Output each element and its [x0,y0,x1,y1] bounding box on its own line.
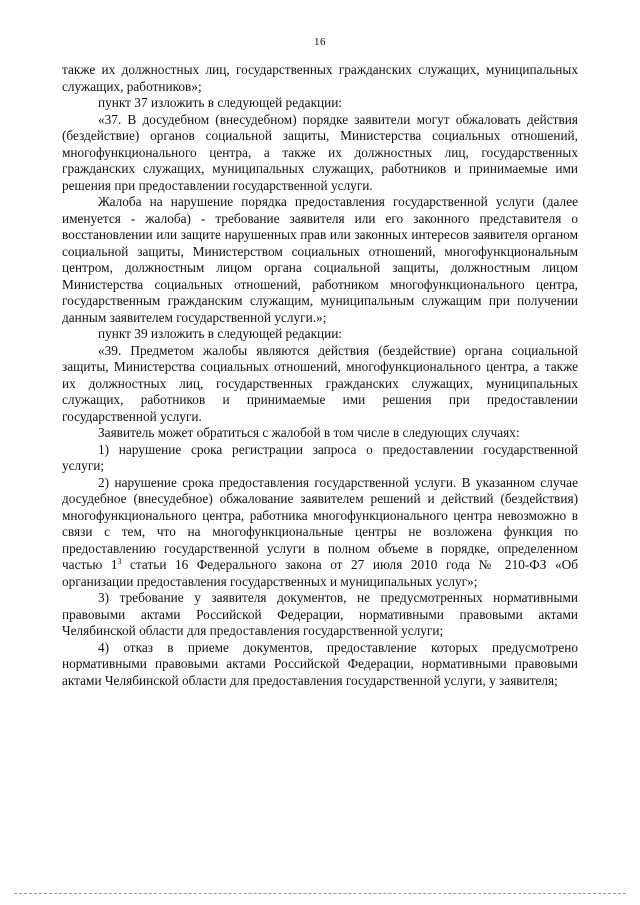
document-body [62,62,578,689]
list-item: 4) отказ в приеме документов, предоставление которых предусмотрено нормативными правовыми актами Российской Федерации, нормативными правовыми актами Челябинской области для предоставления государственной услуги, у заявителя; [62,639,578,688]
list-item: 1) нарушение срока регистрации запроса о предоставлении государственной услуги; [62,441,578,473]
page-number: 16 [314,36,326,48]
paragraph: также их должностных лиц, государственных гражданских служащих, муниципальных служащих, работников»; [62,62,578,94]
scan-edge-line [14,893,626,894]
list-item-text: статьи 16 Федерального закона от 27 июля 2010 года № 210-ФЗ «Об организации предоставления государственных и муниципальных услуг»; [62,557,578,589]
paragraph: пункт 37 изложить в следующей редакции: [98,95,343,110]
list-item: 3) требование у заявителя документов, не предусмотренных нормативными правовыми актами Российской Федерации, нормативными правовыми актами Челябинской области для предоставления государственной услуги; [62,590,578,638]
paragraph: Жалоба на нарушение порядка предоставления государственной услуги (далее именуется - жалоба) - требование заявителя или его законного представителя о восстановлении или защите нарушенных прав или законных интересов заявителя органом социальной защиты, Министерством социальных отношений, многофункциональным центром, должностным лицом органа социальной защиты, должностным лицом Министерства социальных отношений, работником многофункционального центра, государственным гражданским служащим, муниципальным служащим при получении данным заявителем государственной услуги.»; [62,194,578,325]
list-item-text: 2) нарушение срока предоставления государственной услуги. В указанном случае досудебное (внесудебное) обжалование заявителем решений и действий (бездействия) многофункционального центра, работника многофункционального центра невозможно в связи с тем, что на многофункциональные центры не возложена функция по предоставлению государственной услуги в полном объеме в порядке, определенном частью 1 [62,474,578,572]
paragraph: «39. Предметом жалобы являются действия (бездействие) органа социальной защиты, Министерства социальных отношений, многофункционального центра, а также их должностных лиц, государственных гражданских служащих, муниципальных служащих, работников и принимаемые ими решения при предоставлении государственной услуги. [62,342,578,424]
list-item [62,475,578,591]
paragraph: пункт 39 изложить в следующей редакции: [98,326,343,341]
superscript: 3 [117,557,122,566]
paragraph: Заявитель может обратиться с жалобой в том числе в следующих случаях: [98,425,520,440]
paragraph: «37. В досудебном (внесудебном) порядке заявители могут обжаловать действия (бездействие) органов социальной защиты, Министерства социальных отношений, многофункционального центра, а также их должностных лиц, государственных гражданских служащих, муниципальных служащих, работников и принимаемые ими решения при предоставлении государственной услуги. [62,111,578,193]
